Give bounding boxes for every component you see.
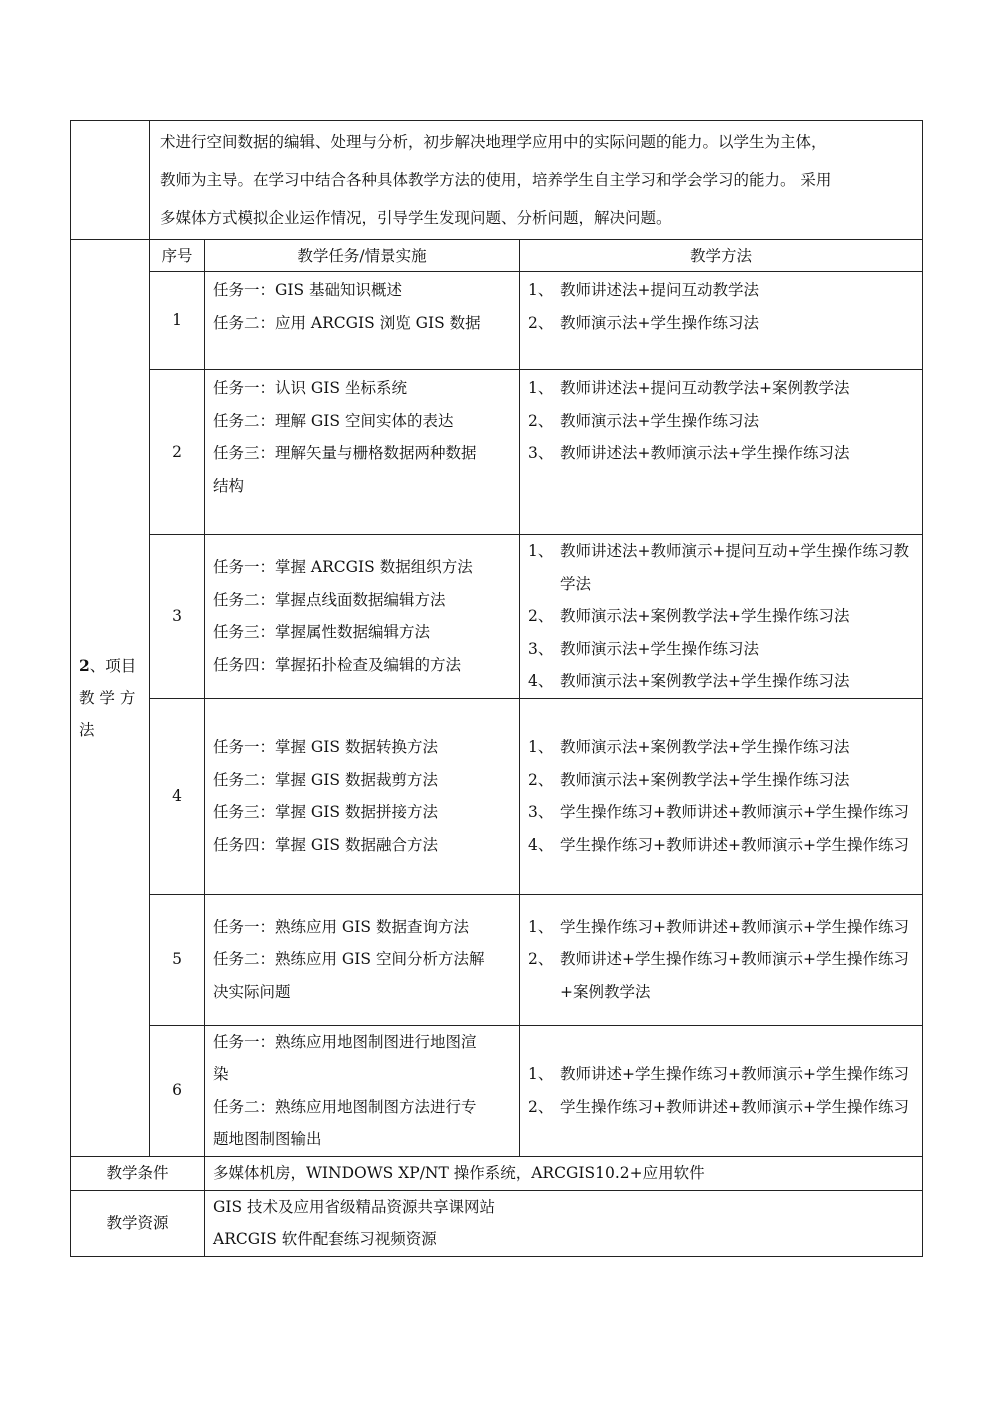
resources-label: 教学资源 — [71, 1190, 205, 1256]
task-line: 任务四：掌握拓扑检查及编辑的方法 — [213, 655, 462, 674]
task-line: 任务二：熟练应用地图制图方法进行专 — [213, 1097, 477, 1116]
task-line: 任务二：熟练应用 GIS 空间分析方法解 — [213, 950, 485, 969]
method-item: 1、 教师讲述法+教师演示+提问互动+学生操作练习教学法 — [528, 542, 909, 593]
task-line: 任务一：掌握 ARCGIS 数据组织方法 — [213, 558, 473, 577]
table-row — [71, 370, 923, 535]
row-methods — [520, 894, 923, 1025]
row-seq: 2 — [150, 370, 205, 535]
section-title-part: 教 学 方 — [79, 688, 136, 707]
task-line: 任务一：掌握 GIS 数据转换方法 — [213, 738, 438, 756]
header-row — [71, 240, 923, 272]
task-line: 任务三：掌握 GIS 数据拼接方法 — [213, 803, 438, 821]
table-row — [71, 894, 923, 1025]
row-tasks — [205, 894, 520, 1025]
task-line: 任务三：理解矢量与栅格数据两种数据 — [213, 444, 477, 462]
section-title-part: 、项目 — [89, 656, 137, 675]
task-line: 题地图制图输出 — [213, 1130, 322, 1148]
row-tasks — [205, 1025, 520, 1156]
conditions-value: 多媒体机房，WINDOWS XP/NT 操作系统，ARCGIS10.2+应用软件 — [205, 1156, 923, 1190]
row-tasks — [205, 698, 520, 894]
resource-line: GIS 技术及应用省级精品资源共享课网站 — [213, 1197, 496, 1216]
method-item: 3、 教师演示法+学生操作练习法 — [528, 639, 759, 658]
method-item: 2、 教师演示法+学生操作练习法 — [528, 313, 759, 332]
intro-label-cell — [71, 121, 150, 240]
task-line: 染 — [213, 1065, 229, 1083]
table-row — [71, 535, 923, 699]
method-item: 4、 教师演示法+案例教学法+学生操作练习法 — [528, 672, 850, 690]
row-methods — [520, 535, 923, 699]
method-item: 2、 学生操作练习+教师讲述+教师演示+学生操作练习 — [528, 1097, 909, 1116]
method-item: 4、 学生操作练习+教师讲述+教师演示+学生操作练习 — [528, 835, 909, 854]
method-item: 1、 学生操作练习+教师讲述+教师演示+学生操作练习 — [528, 917, 909, 936]
intro-row — [71, 121, 923, 240]
method-item: 2、 教师演示法+案例教学法+学生操作练习法 — [528, 607, 850, 625]
conditions-row — [71, 1156, 923, 1190]
method-item: 1、 教师讲述法+提问互动教学法 — [528, 281, 759, 299]
task-line: 任务一：GIS 基础知识概述 — [213, 281, 403, 299]
intro-line: 多媒体方式模拟企业运作情况，引导学生发现问题、分析问题，解决问题。 — [160, 209, 672, 227]
task-line: 任务一：熟练应用地图制图进行地图渲 — [213, 1032, 477, 1051]
row-methods — [520, 370, 923, 535]
row-tasks — [205, 370, 520, 535]
method-item: 2、 教师演示法+案例教学法+学生操作练习法 — [528, 770, 850, 789]
resource-line: ARCGIS 软件配套练习视频资源 — [213, 1230, 437, 1248]
task-line: 任务一：熟练应用 GIS 数据查询方法 — [213, 917, 469, 936]
header-seq: 序号 — [150, 240, 205, 272]
row-tasks — [205, 272, 520, 370]
task-line: 任务四：掌握 GIS 数据融合方法 — [213, 835, 438, 854]
task-line: 任务二：掌握点线面数据编辑方法 — [213, 590, 446, 609]
row-methods — [520, 272, 923, 370]
task-line: 结构 — [213, 476, 245, 495]
task-line: 任务一：认识 GIS 坐标系统 — [213, 379, 407, 397]
table-row — [71, 698, 923, 894]
conditions-label: 教学条件 — [71, 1156, 205, 1190]
header-methods: 教学方法 — [520, 240, 923, 272]
resources-value — [205, 1190, 923, 1256]
task-line: 任务二：掌握 GIS 数据裁剪方法 — [213, 770, 438, 789]
table-row — [71, 272, 923, 370]
resources-row — [71, 1190, 923, 1256]
section-title-part: 法 — [79, 720, 95, 739]
intro-line: 教师为主导。在学习中结合各种具体教学方法的使用，培养学生自主学习和学会学习的能力。 采用 — [160, 171, 832, 189]
intro-line: 术进行空间数据的编辑、处理与分析，初步解决地理学应用中的实际问题的能力。以学生为主体， — [160, 133, 827, 151]
method-item: 3、 教师讲述法+教师演示法+学生操作练习法 — [528, 444, 850, 462]
header-tasks: 教学任务/情景实施 — [205, 240, 520, 272]
task-line: 任务三：掌握属性数据编辑方法 — [213, 623, 431, 642]
method-item: 1、 教师讲述+学生操作练习+教师演示+学生操作练习 — [528, 1065, 909, 1083]
section-label-cell — [71, 240, 150, 1157]
method-item: 1、 教师演示法+案例教学法+学生操作练习法 — [528, 738, 850, 756]
intro-text-cell — [150, 121, 923, 240]
row-seq: 3 — [150, 535, 205, 699]
row-methods — [520, 1025, 923, 1156]
task-line: 任务二：理解 GIS 空间实体的表达 — [213, 411, 454, 430]
method-item: 2、 教师演示法+学生操作练习法 — [528, 411, 759, 430]
row-tasks — [205, 535, 520, 699]
teaching-plan-table — [70, 120, 923, 1257]
table-row — [71, 1025, 923, 1156]
method-item: 3、 学生操作练习+教师讲述+教师演示+学生操作练习 — [528, 803, 909, 821]
row-methods — [520, 698, 923, 894]
row-seq: 1 — [150, 272, 205, 370]
task-line: 任务二：应用 ARCGIS 浏览 GIS 数据 — [213, 313, 481, 332]
method-item: 2、 教师讲述+学生操作练习+教师演示+学生操作练习+案例教学法 — [528, 950, 909, 1001]
section-number: 2 — [79, 655, 90, 675]
method-item: 1、 教师讲述法+提问互动教学法+案例教学法 — [528, 379, 850, 397]
row-seq: 4 — [150, 698, 205, 894]
task-line: 决实际问题 — [213, 982, 291, 1001]
row-seq: 6 — [150, 1025, 205, 1156]
row-seq: 5 — [150, 894, 205, 1025]
